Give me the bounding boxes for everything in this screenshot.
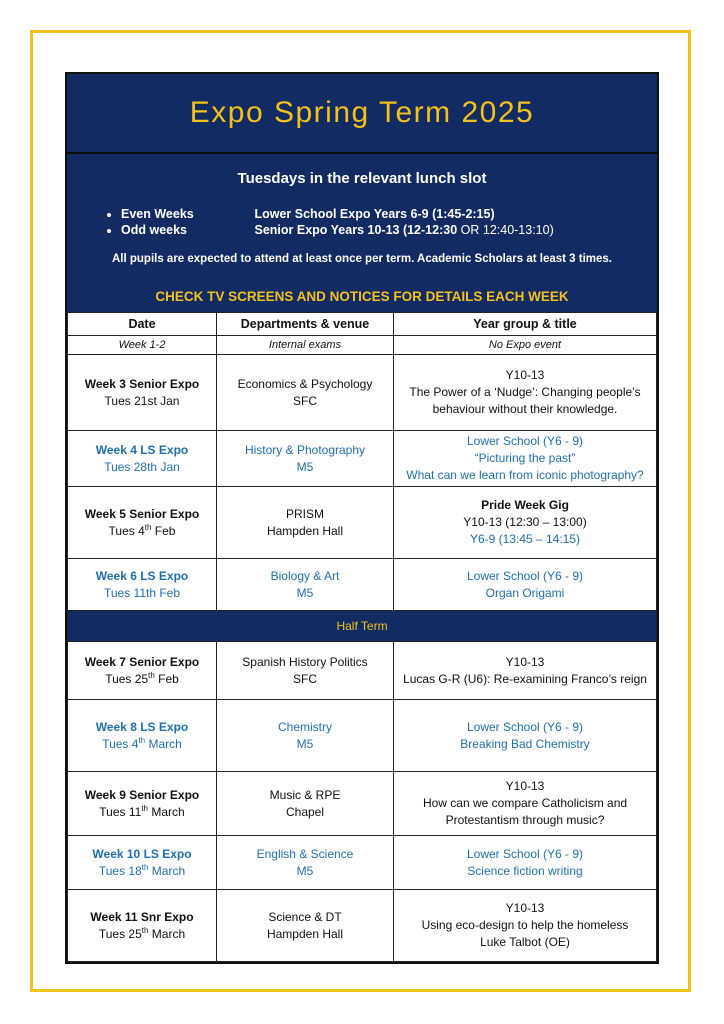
title-row [67,74,657,154]
date-cell [68,355,217,431]
info-block [67,154,657,312]
title-cell [394,700,657,772]
date-suffix: th [144,522,152,532]
session-title: Using eco-design to help the homeless [421,918,629,932]
date-label [72,863,212,880]
venue: SFC [293,671,317,686]
date-cell: Week 1-2 [68,336,217,355]
session-title: Breaking Bad Chemistry [460,736,590,751]
date-day: Tues 25 [105,671,149,686]
date-month: March [148,926,186,941]
venue-cell [217,772,394,836]
year-group: Lower School (Y6 - 9) [466,846,584,861]
session-title: How can we compare Catholicism and [422,796,628,810]
table-header-row [68,313,657,336]
date-label: Tues 28th Jan [104,459,180,474]
year-group: Y10-13 [505,901,545,915]
list-item [121,223,647,237]
date-cell [68,772,217,836]
date-day: Tues 25 [98,926,142,941]
date-month: March [148,863,186,878]
half-term-label: Half Term [68,611,657,642]
venue: M5 [296,736,314,751]
department: English & Science [256,846,354,861]
week-list [121,207,647,237]
table-row [68,700,657,772]
week-label: Week 3 Senior Expo [84,376,200,391]
week-detail-alt: OR 12:40-13:10) [460,223,554,237]
date-month: March [148,804,185,819]
venue-cell [217,355,394,431]
week-label: Week 11 Snr Expo [90,909,194,924]
table-row [68,772,657,836]
venue: M5 [296,585,314,600]
title-cell [394,836,657,890]
week-label: Week 5 Senior Expo [84,506,200,521]
column-header: Date [68,313,217,336]
date-cell [68,431,217,487]
column-header: Departments & venue [217,313,394,336]
department: Science & DT [268,909,342,924]
date-day: Tues 4 [108,523,145,538]
year-group: Y10-13 [505,654,545,669]
department: Spanish History Politics [242,654,368,669]
date-label [72,523,212,540]
department: Chemistry [277,719,332,734]
week-label: Week 4 LS Expo [95,442,189,457]
header-banner [67,74,657,312]
table-row [68,559,657,611]
venue: M5 [296,863,314,878]
title-cell: No Expo event [394,336,657,355]
page-title: Expo Spring Term 2025 [189,96,535,129]
venue-cell [217,431,394,487]
venue: Hampden Hall [266,926,344,941]
title-cell [394,559,657,611]
year-group: Y10-13 [505,779,545,793]
week-label: Week 8 LS Expo [95,719,189,734]
list-item [121,207,647,221]
venue: SFC [293,393,317,408]
title-cell [394,355,657,431]
year-group-ls: Y6-9 (13:45 – 14:15) [469,532,581,546]
venue: Chapel [285,804,325,819]
schedule-table [67,312,657,962]
venue-cell [217,642,394,700]
date-label: Tues 11th Feb [103,585,181,600]
department: Biology & Art [270,568,340,583]
date-label [72,736,212,753]
week-label: Week 7 Senior Expo [84,654,200,669]
department: PRISM [285,506,324,521]
expo-schedule [65,72,659,964]
week-label: Week 6 LS Expo [95,568,189,583]
week-detail: Senior Expo Years 10-13 (12-12:30 [254,223,458,237]
session-subtitle: Protestantism through music? [445,813,605,827]
attendance-note: All pupils are expected to attend at least once per term. Academic Scholars at least 3 times. [111,253,612,265]
venue-cell [217,890,394,962]
week-detail: Lower School Expo Years 6-9 (1:45-2:15) [254,207,495,221]
date-suffix: th [141,925,149,935]
date-cell [68,642,217,700]
subtitle: Tuesdays in the relevant lunch slot [237,170,487,187]
session-title: Science fiction writing [467,863,583,878]
date-label: Tues 21st Jan [104,393,180,408]
title-cell [394,431,657,487]
venue-cell: Internal exams [217,336,394,355]
week-type: Odd weeks [121,223,187,237]
column-header: Year group & title [394,313,657,336]
year-group: Y10-13 [505,368,545,382]
date-cell [68,890,217,962]
venue: M5 [296,459,314,474]
venue-cell [217,700,394,772]
date-label [72,671,212,688]
department: Economics & Psychology [237,376,373,391]
half-term-row [68,611,657,642]
session-title: Lucas G-R (U6): Re-examining Franco’s reign [403,671,647,686]
session-title: “Picturing the past” [474,451,576,465]
year-group: Lower School (Y6 - 9) [466,719,584,734]
week-type: Even Weeks [121,207,194,221]
date-day: Tues 18 [98,863,142,878]
date-suffix: th [148,670,155,680]
date-month: March [145,736,182,751]
year-group: Y10-13 (12:30 – 13:00) [463,515,587,529]
venue-cell [217,836,394,890]
date-cell [68,836,217,890]
table-row [68,336,657,355]
table-row [68,355,657,431]
session-subtitle: Luke Talbot (OE) [480,935,570,949]
date-suffix: th [141,862,149,872]
date-month: Feb [154,671,179,686]
date-label [72,926,212,943]
date-suffix: th [141,803,148,813]
session-title: Organ Origami [485,585,565,600]
session-subtitle: What can we learn from iconic photography? [406,468,644,482]
week-label: Week 9 Senior Expo [84,787,200,802]
date-label [72,804,212,821]
table-row [68,642,657,700]
table-row [68,487,657,559]
title-cell [394,890,657,962]
check-notice: CHECK TV SCREENS AND NOTICES FOR DETAILS EACH WEEK [155,289,569,304]
date-day: Tues 4 [102,736,139,751]
date-cell [68,559,217,611]
date-month: Feb [151,523,176,538]
date-day: Tues 11 [99,804,142,819]
venue-cell [217,559,394,611]
table-row [68,836,657,890]
title-cell [394,642,657,700]
table-row [68,890,657,962]
department: History & Photography [244,442,366,457]
date-cell [68,700,217,772]
year-group: Lower School (Y6 - 9) [466,434,584,448]
week-label: Week 10 LS Expo [92,846,192,861]
title-cell [394,772,657,836]
session-title: The Power of a ‘Nudge’: Changing people’s behaviour without their knowledge. [409,385,641,416]
title-cell [394,487,657,559]
year-group: Lower School (Y6 - 9) [466,568,584,583]
venue-cell [217,487,394,559]
department: Music & RPE [269,787,341,802]
venue: Hampden Hall [266,523,344,538]
date-suffix: th [138,735,146,745]
table-row [68,431,657,487]
session-title: Pride Week Gig [481,498,569,512]
date-cell [68,487,217,559]
